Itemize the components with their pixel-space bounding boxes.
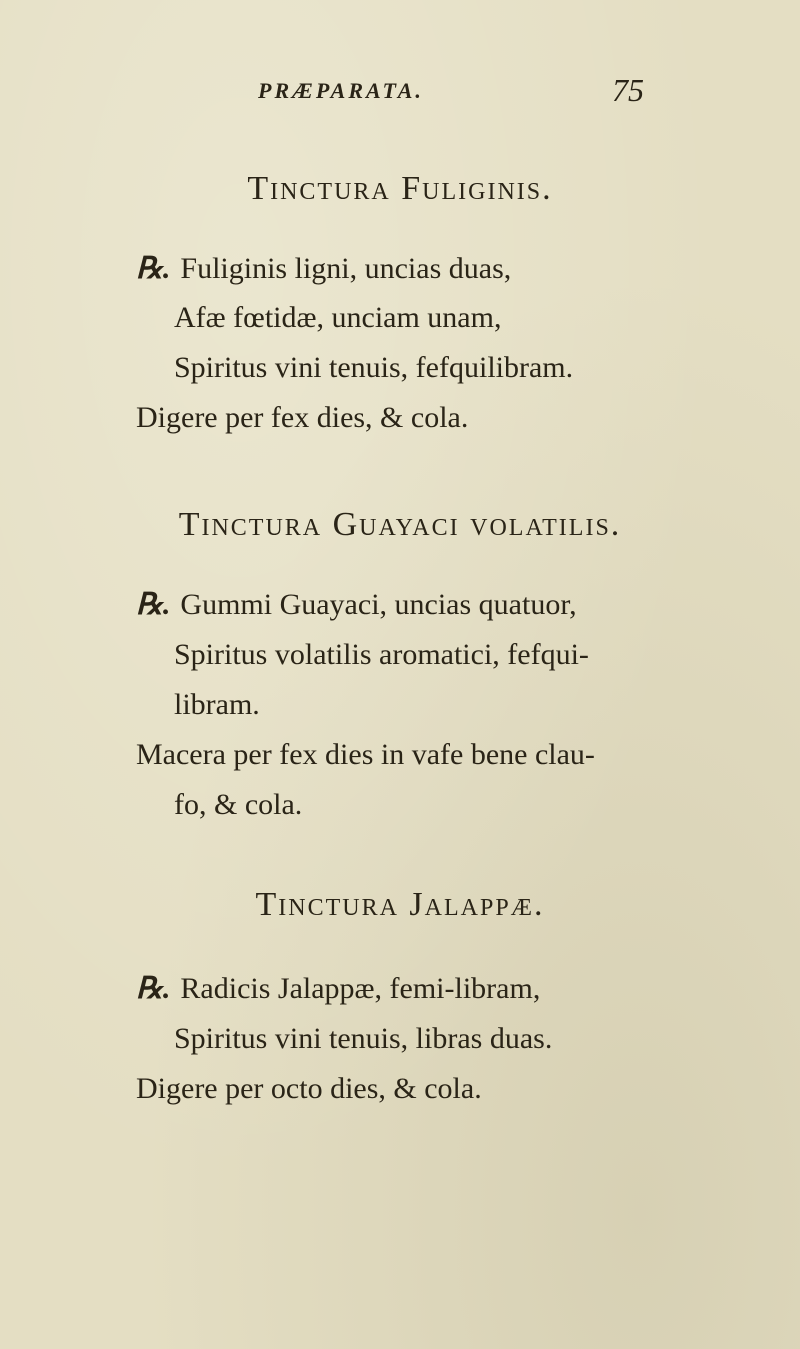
recipe-symbol: ℞.	[136, 972, 171, 1005]
recipe-symbol: ℞.	[136, 252, 171, 285]
instruction-text: Digere per fex dies, & cola.	[136, 401, 469, 434]
section-title: Tinctura Fuliginis.	[247, 170, 553, 207]
recipe-symbol: ℞.	[136, 588, 171, 621]
instruction-text: fo, & cola.	[174, 788, 303, 821]
recipe-text: Afæ fœtidæ, unciam unam,	[174, 301, 502, 334]
recipe-text: Radicis Jalappæ, femi-libram,	[180, 972, 541, 1005]
instruction-line	[136, 740, 595, 770]
instruction-line	[174, 790, 302, 820]
recipe-line	[174, 640, 589, 670]
recipe-text: Fuliginis ligni, uncias duas,	[180, 252, 512, 285]
recipe-line	[174, 690, 260, 720]
recipe-text: libram.	[174, 688, 260, 721]
running-head: PRÆPARATA.	[258, 78, 424, 103]
section-title: Tinctura Jalappæ.	[255, 886, 545, 923]
recipe-line	[136, 254, 511, 284]
recipe-text: Spiritus vini tenuis, fefquilibram.	[174, 351, 574, 384]
recipe-line	[136, 590, 577, 620]
page-header	[0, 72, 800, 118]
instruction-text: Macera per fex dies in vafe bene clau-	[136, 738, 595, 771]
recipe-line	[174, 353, 573, 383]
instruction-line	[136, 1074, 482, 1104]
instruction-line	[136, 403, 468, 433]
recipe-text: Spiritus volatilis aromatici, fefqui-	[174, 638, 589, 671]
recipe-text: Spiritus vini tenuis, libras duas.	[174, 1022, 553, 1055]
instruction-text: Digere per octo dies, & cola.	[136, 1072, 482, 1105]
recipe-line	[174, 303, 501, 333]
recipe-text: Gummi Guayaci, uncias quatuor,	[180, 588, 577, 621]
page-number: 75	[612, 72, 644, 108]
section-title: Tinctura Guayaci volatilis.	[178, 506, 622, 543]
recipe-line	[174, 1024, 552, 1054]
recipe-line	[136, 974, 540, 1004]
